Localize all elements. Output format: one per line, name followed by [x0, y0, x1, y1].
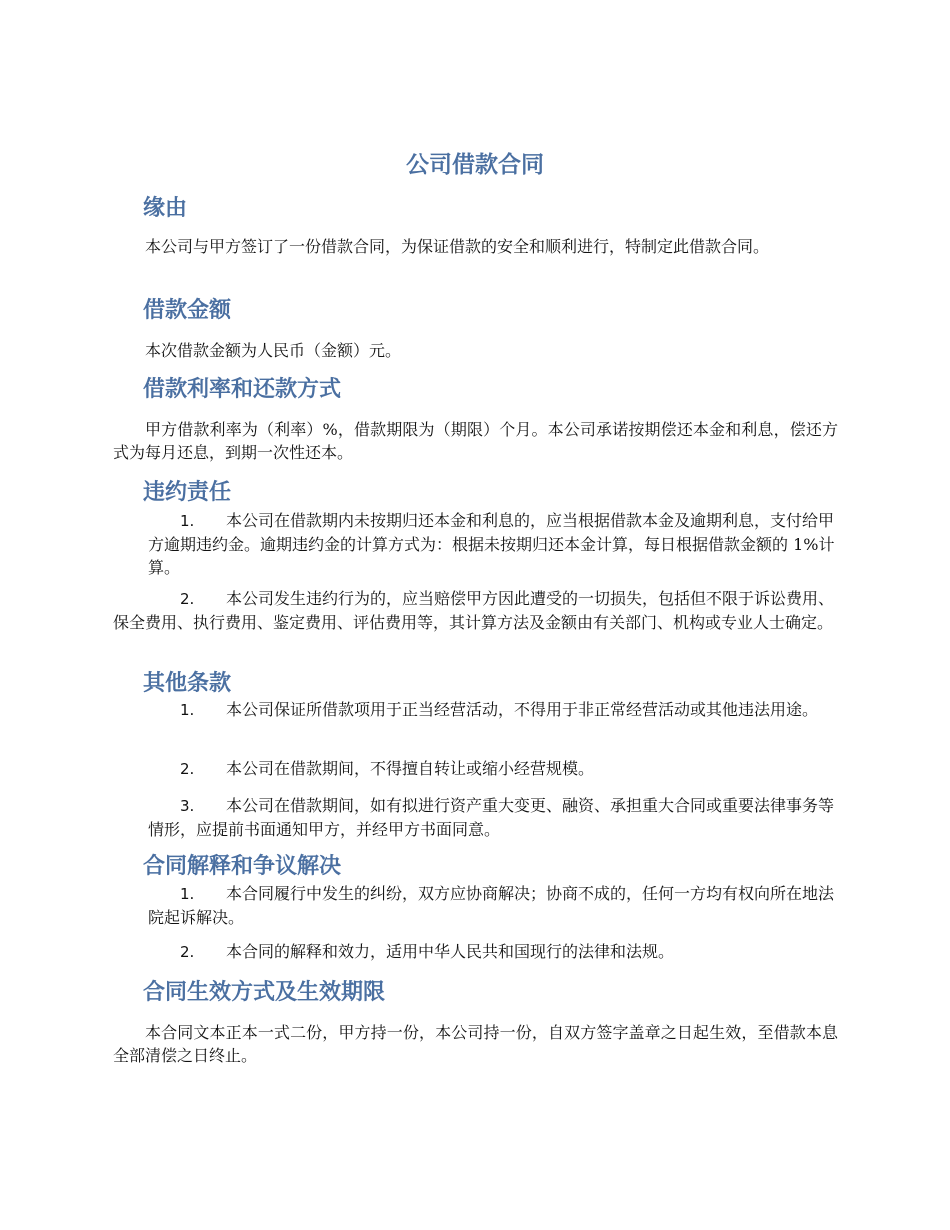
- list-item-number: 2.: [180, 943, 195, 961]
- list-item-text: 本公司保证所借款项用于正当经营活动，不得用于非正常经营活动或其他违法用途。: [226, 700, 819, 719]
- list-item-number: 3.: [180, 797, 195, 815]
- list-item: [148, 882, 838, 929]
- paragraph-rate-repayment: 甲方借款利率为（利率）%，借款期限为（期限）个月。本公司承诺按期偿还本金和利息，偿还方式为每月还息，到期一次性还本。: [113, 420, 838, 462]
- list-item-number: 1.: [180, 701, 195, 719]
- page-title: 公司借款合同: [406, 152, 544, 178]
- list-item-text: 本合同的解释和效力，适用中华人民共和国现行的法律和法规。: [226, 942, 675, 961]
- list-item: [148, 509, 838, 579]
- paragraph-reason: 本公司与甲方签订了一份借款合同，为保证借款的安全和顺利进行，特制定此借款合同。: [145, 237, 770, 256]
- list-item-text: 本公司在借款期内未按期归还本金和利息的，应当根据借款本金及逾期利息，支付给甲方逾期违约金。逾期违约金的计算方式为：根据未按期归还本金计算，每日根据借款金额的 1%计算。: [148, 511, 835, 577]
- list-item: [148, 794, 838, 841]
- list-item-number: 2.: [180, 590, 195, 608]
- list-item: [148, 940, 838, 964]
- list-item: [113, 587, 838, 634]
- section-heading-rate-repayment: 借款利率和还款方式: [143, 377, 342, 402]
- list-item-text: 本合同履行中发生的纠纷，双方应协商解决；协商不成的，任何一方均有权向所在地法院起诉解决。: [148, 884, 835, 927]
- list-item: [148, 698, 838, 722]
- list-item-number: 2.: [180, 760, 195, 778]
- section-heading-other-terms: 其他条款: [143, 671, 232, 696]
- list-item-text: 本公司发生违约行为的，应当赔偿甲方因此遭受的一切损失，包括但不限于诉讼费用、保全费用、执行费用、鉴定费用、评估费用等，其计算方法及金额由有关部门、机构或专业人士确定。: [113, 589, 835, 632]
- list-item-number: 1.: [180, 512, 195, 530]
- paragraph-effectiveness: 本合同文本正本一式二份，甲方持一份，本公司持一份，自双方签字盖章之日起生效，至借款本息全部清偿之日终止。: [113, 1023, 838, 1065]
- section-heading-reason: 缘由: [143, 196, 188, 221]
- section-heading-dispute: 合同解释和争议解决: [143, 854, 342, 879]
- section-heading-amount: 借款金额: [143, 298, 232, 323]
- paragraph-amount: 本次借款金额为人民币（金额）元。: [145, 341, 402, 360]
- list-item: [148, 757, 838, 781]
- list-item-text: 本公司在借款期间，如有拟进行资产重大变更、融资、承担重大合同或重要法律事务等情形，应提前书面通知甲方，并经甲方书面同意。: [148, 796, 835, 839]
- list-item-text: 本公司在借款期间，不得擅自转让或缩小经营规模。: [226, 759, 595, 778]
- list-item-number: 1.: [180, 885, 195, 903]
- section-heading-effectiveness: 合同生效方式及生效期限: [143, 980, 386, 1005]
- section-heading-liability: 违约责任: [143, 480, 232, 505]
